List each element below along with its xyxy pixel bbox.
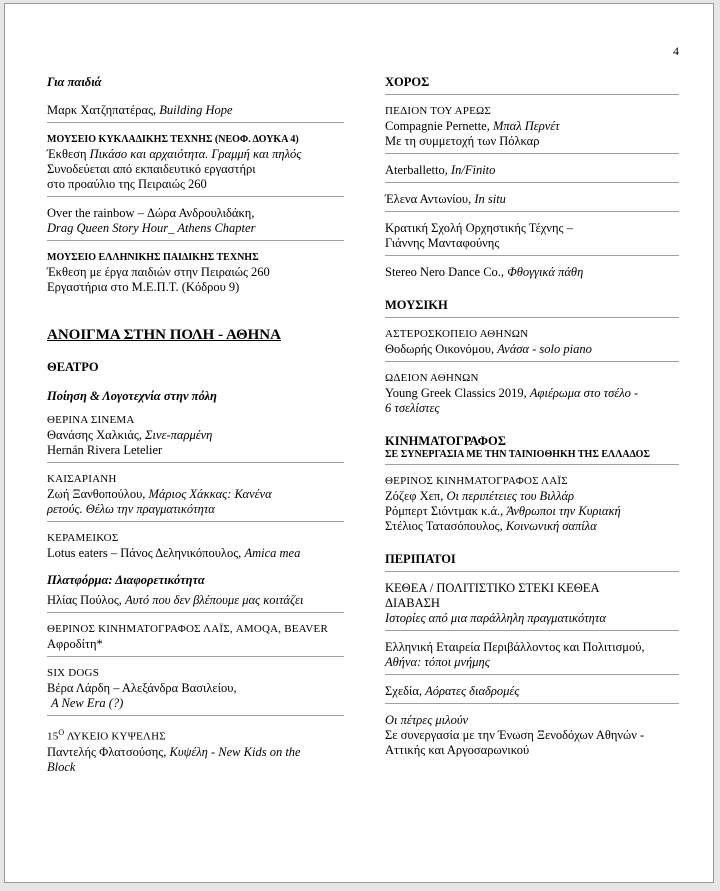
event-title: Ιστορίες από μια παράλληλη πραγματικότητα — [385, 611, 606, 625]
walks-heading: ΠΕΡΙΠΑΤΟΙ — [385, 552, 679, 572]
event-title: Οι περιπέτειες του Βιλλάρ — [446, 489, 575, 503]
event-title: Drag Queen Story Hour_ Athens Chapter — [47, 221, 256, 235]
venue-label: ΚΑΙΣΑΡΙΑΝΗ — [47, 473, 117, 485]
venue-label — [47, 725, 344, 745]
event-item — [47, 410, 344, 463]
left-column — [47, 75, 344, 779]
event-text: Over the rainbow – Δώρα Ανδρουλιδάκη, — [47, 206, 255, 220]
event-text: Ελληνική Εταιρεία Περιβάλλοντος και Πολιτισμού, — [385, 640, 645, 654]
venue-label: ΜΟΥΣΕΙΟ ΕΛΛΗΝΙΚΗΣ ΠΑΙΔΙΚΗΣ ΤΕΧΝΗΣ — [47, 252, 259, 263]
event-item — [47, 203, 344, 241]
section-title: ΑΝΟΙΓΜΑ ΣΤΗΝ ΠΟΛΗ - ΑΘΗΝΑ — [47, 327, 281, 343]
venue-label: SIX DOGS — [47, 667, 100, 679]
event-title: 6 τσελίστες — [385, 401, 440, 415]
event-text: Εργαστήρια στο Μ.Ε.Π.Τ. (Κόδρου 9) — [47, 280, 240, 294]
event-item — [47, 590, 344, 613]
event-title: Αφιέρωμα στο τσέλο - — [529, 386, 639, 400]
platform-heading: Πλατφόρμα: Διαφορετικότητα — [47, 573, 205, 587]
event-text: Compagnie Pernette, — [385, 119, 493, 133]
event-text: Young Greek Classics 2019, — [385, 386, 530, 400]
music-heading: ΜΟΥΣΙΚΗ — [385, 298, 679, 318]
event-title: Building Hope — [159, 103, 233, 117]
event-item — [385, 160, 679, 183]
event-text: Ζωή Ξανθοπούλου, — [47, 487, 149, 501]
event-text: Ηλίας Πούλος, — [47, 593, 126, 607]
event-title: Αυτό που δεν βλέπουμε μας κοιτάζει — [125, 593, 304, 607]
right-column — [385, 75, 679, 762]
event-text: Ζόζεφ Χεπ, — [385, 489, 447, 503]
event-item — [385, 324, 679, 362]
page-number: 4 — [673, 44, 679, 58]
event-text: Παντελής Φλατσούσης, — [47, 744, 170, 759]
event-title: Κυψέλη - New Kids on the — [169, 744, 301, 759]
event-item — [385, 637, 679, 675]
event-title: ρετούς. Θέλω την πραγματικότητα — [47, 502, 215, 516]
event-title: Οι πέτρες μιλούν — [385, 713, 469, 727]
event-title: Block — [47, 759, 76, 774]
venue-label: ΜΟΥΣΕΙΟ ΚΥΚΛΑΔΙΚΗΣ ΤΕΧΝΗΣ (ΝΕΟΦ. ΔΟΥΚΑ 4) — [47, 134, 299, 145]
event-title: A New Era (?) — [51, 696, 124, 710]
event-item — [47, 663, 344, 716]
event-title: Πικάσο και αρχαιότητα. Γραμμή και πηλός — [89, 147, 302, 161]
venue-label: ΘΕΡΙΝΟΣ ΚΙΝΗΜΑΤΟΓΡΑΦΟΣ ΛΑΪΣ — [385, 475, 568, 487]
kids-heading: Για παιδιά — [47, 75, 102, 89]
venue-label: ΩΔΕΙΟΝ ΑΘΗΝΩΝ — [385, 372, 479, 384]
venue-label: ΠΕΔΙΟΝ ΤΟΥ ΑΡΕΩΣ — [385, 105, 491, 117]
event-text: Σε συνεργασία με την Ένωση Ξενοδόχων Αθηνών - — [385, 728, 645, 742]
event-text: Κρατική Σχολή Ορχηστικής Τέχνης – — [385, 221, 573, 235]
event-text: Γιάννης Μανταφούνης — [385, 236, 500, 250]
event-item — [47, 528, 344, 565]
venue-name: ΛΥΚΕΙΟ ΚΥΨΕΛΗΣ — [64, 730, 166, 743]
event-item — [47, 469, 344, 522]
event-title: Κοινωνική σαπίλα — [505, 519, 597, 533]
event-text: Στέλιος Τατασόπουλος, — [385, 519, 506, 533]
event-item — [385, 368, 679, 420]
event-title: Άνθρωποι την Κυριακή — [506, 504, 621, 518]
event-item — [47, 129, 344, 197]
event-title: Amica mea — [244, 546, 301, 560]
event-item — [385, 710, 679, 762]
event-item — [385, 189, 679, 212]
film-row — [385, 489, 679, 504]
document-page — [4, 3, 714, 883]
event-item — [385, 471, 679, 538]
event-text: Έλενα Αντωνίου, — [385, 192, 475, 206]
event-item — [47, 722, 344, 779]
event-title: Ανάσα - solo piano — [497, 342, 592, 356]
event-title: Αθήνα: τόποι μνήμης — [385, 655, 490, 669]
venue-ordinal: Ο — [58, 728, 65, 737]
film-row — [385, 519, 679, 534]
event-text: Αφροδίτη* — [47, 637, 103, 651]
event-item — [385, 262, 679, 284]
event-item — [385, 218, 679, 256]
event-item — [385, 101, 679, 154]
cinema-subheading: ΣΕ ΣΥΝΕΡΓΑΣΙΑ ΜΕ ΤΗΝ ΤΑΙΝΙΟΘΗΚΗ ΤΗΣ ΕΛΛΑΔΟΣ — [385, 449, 679, 465]
event-item — [385, 578, 679, 631]
event-text: Ρόμπερτ Σιόντμακ κ.ά., — [385, 504, 507, 518]
event-title: Μάριος Χάκκας: Κανένα — [148, 487, 272, 501]
event-text: Σχεδία, — [385, 684, 426, 698]
event-text: Με τη συμμετοχή των Πόλκαρ — [385, 134, 540, 148]
event-text: Θανάσης Χαλκιάς, — [47, 428, 146, 442]
event-text: στο προαύλιο της Πειραιώς 260 — [47, 177, 207, 191]
event-text: Stereo Nero Dance Co., — [385, 265, 508, 279]
venue-label: ΘΕΡΙΝΑ ΣΙΝΕΜΑ — [47, 414, 135, 426]
event-text: Βέρα Λάρδη – Αλεξάνδρα Βασιλείου, — [47, 681, 237, 695]
event-title: Αόρατες διαδρομές — [425, 684, 520, 698]
dance-heading: ΧΟΡΟΣ — [385, 75, 679, 95]
event-text: ΔΙΑΒΑΣΗ — [385, 596, 440, 610]
event-text: Θοδωρής Οικονόμου, — [385, 342, 498, 356]
event-item — [47, 247, 344, 299]
venue-number: 15 — [47, 730, 59, 743]
event-item — [47, 619, 344, 657]
event-text: Lotus eaters – Πάνος Δεληνικόπουλος, — [47, 546, 245, 560]
event-text: Συνοδεύεται από εκπαιδευτικό εργαστήρι — [47, 162, 256, 176]
event-title: In situ — [474, 192, 506, 206]
poetry-heading: Ποίηση & Λογοτεχνία στην πόλη — [47, 389, 217, 403]
theatre-heading: ΘΕΑΤΡΟ — [47, 360, 99, 374]
film-row — [385, 504, 679, 519]
venue-label: ΚΕΡΑΜΕΙΚΟΣ — [47, 532, 119, 544]
event-text: Aterballetto, — [385, 163, 451, 177]
event-item — [47, 100, 344, 123]
venue-label: ΑΣΤΕΡΟΣΚΟΠΕΙΟ ΑΘΗΝΩΝ — [385, 328, 529, 340]
event-text: Έκθεση — [47, 147, 90, 161]
cinema-heading: ΚΙΝΗΜΑΤΟΓΡΑΦΟΣ — [385, 434, 506, 448]
event-title: Μπαλ Περνέτ — [492, 119, 560, 133]
event-title: Σινε-παρμένη — [145, 428, 213, 442]
event-text: Μαρκ Χατζηπατέρας, — [47, 103, 160, 117]
event-item — [385, 681, 679, 704]
event-text: Έκθεση με έργα παιδιών στην Πειραιώς 260 — [47, 265, 270, 279]
event-text: Hernán Rivera Letelier — [47, 443, 163, 457]
event-text: Αττικής και Αργοσαρωνικού — [385, 743, 530, 757]
event-title: In/Finito — [450, 163, 496, 177]
event-title: Φθογγικά πάθη — [507, 265, 584, 279]
event-text: ΚΕΘΕΑ / ΠΟΛΙΤΙΣΤΙΚΟ ΣΤΕΚΙ ΚΕΘΕΑ — [385, 581, 600, 595]
venue-label: ΘΕΡΙΝΟΣ ΚΙΝΗΜΑΤΟΓΡΑΦΟΣ ΛΑΪΣ, AMOQA, BEAVER — [47, 623, 328, 635]
